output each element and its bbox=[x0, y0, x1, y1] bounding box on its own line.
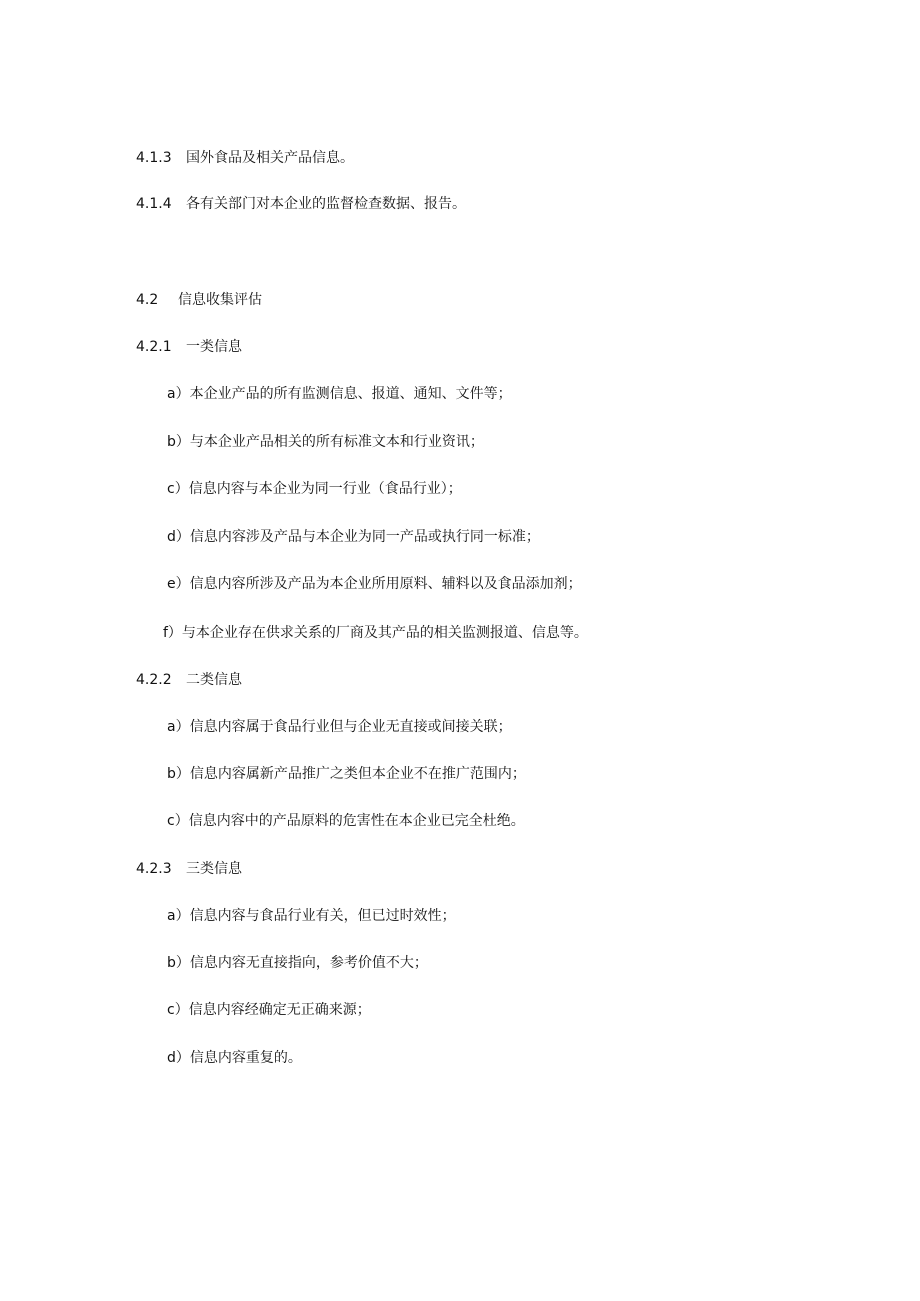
section-number: 4.2.2 bbox=[136, 672, 172, 688]
list-item: a）信息内容属于食品行业但与企业无直接或间接关联； bbox=[167, 719, 512, 735]
list-item: a）信息内容与食品行业有关，但已过时效性； bbox=[167, 908, 456, 924]
list-item: c）信息内容经确定无正确来源； bbox=[167, 1002, 371, 1018]
section-text: 三类信息 bbox=[186, 861, 242, 877]
list-item: c）信息内容中的产品原料的危害性在本企业已完全杜绝。 bbox=[167, 813, 525, 829]
section-text: 国外食品及相关产品信息。 bbox=[186, 150, 354, 166]
section-number: 4.1.4 bbox=[136, 196, 172, 212]
section-number: 4.2 bbox=[136, 292, 159, 308]
section-4-2-2 bbox=[136, 670, 242, 690]
section-text: 信息收集评估 bbox=[178, 292, 262, 308]
list-item: b）与本企业产品相关的所有标准文本和行业资讯； bbox=[167, 434, 484, 450]
section-4-2-1 bbox=[136, 337, 242, 357]
section-4-1-3 bbox=[136, 148, 354, 168]
section-number: 4.2.1 bbox=[136, 339, 172, 355]
section-4-2-3 bbox=[136, 859, 242, 879]
section-text: 各有关部门对本企业的监督检查数据、报告。 bbox=[186, 196, 466, 212]
list-item: c）信息内容与本企业为同一行业（食品行业）； bbox=[167, 481, 462, 497]
list-item: e）信息内容所涉及产品为本企业所用原料、辅料以及食品添加剂； bbox=[167, 576, 582, 592]
list-item: b）信息内容属新产品推广之类但本企业不在推广范围内； bbox=[167, 766, 526, 782]
section-number: 4.2.3 bbox=[136, 861, 172, 877]
list-item: a）本企业产品的所有监测信息、报道、通知、文件等； bbox=[167, 386, 512, 402]
section-4-1-4 bbox=[136, 194, 466, 214]
section-number: 4.1.3 bbox=[136, 150, 172, 166]
section-4-2-heading bbox=[136, 290, 262, 310]
list-item: f）与本企业存在供求关系的厂商及其产品的相关监测报道、信息等。 bbox=[163, 625, 588, 641]
section-text: 二类信息 bbox=[186, 672, 242, 688]
list-item: b）信息内容无直接指向，参考价值不大； bbox=[167, 955, 428, 971]
section-text: 一类信息 bbox=[186, 339, 242, 355]
list-item: d）信息内容重复的。 bbox=[167, 1050, 302, 1066]
list-item: d）信息内容涉及产品与本企业为同一产品或执行同一标准； bbox=[167, 529, 540, 545]
